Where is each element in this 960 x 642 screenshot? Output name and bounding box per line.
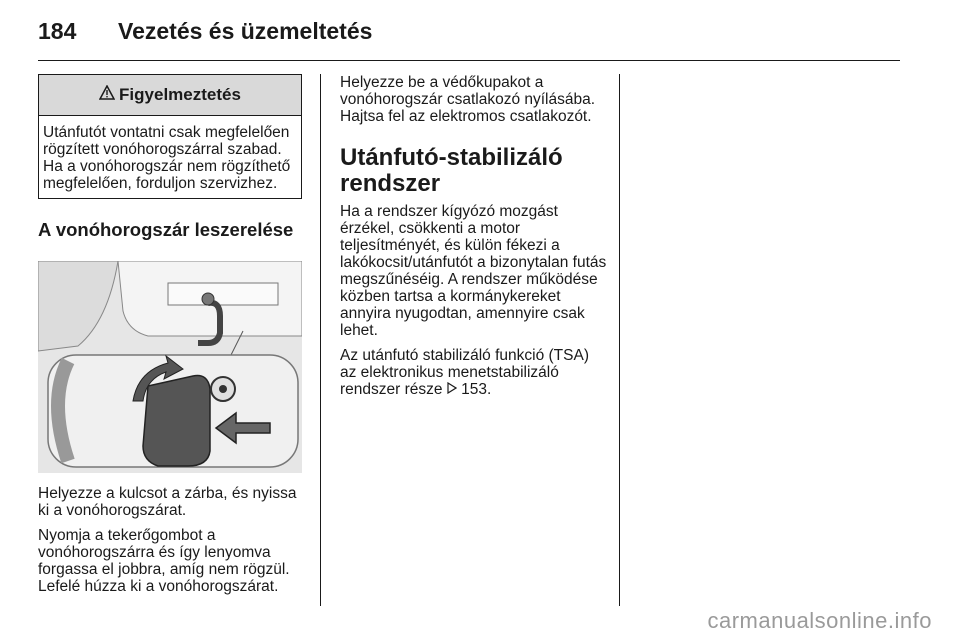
column-divider [619, 74, 620, 606]
page-reference-arrow-icon [447, 381, 461, 398]
warning-text: Utánfutót vontatni csak megfelelően rögzített vonóhorogszárral szabad. Ha a vonóhorogszár nem rögzíthető megfelelően, forduljon szervizhez. [43, 124, 291, 192]
column-left [38, 74, 302, 603]
warning-triangle-icon [99, 85, 115, 105]
tow-hook-illustration [38, 261, 302, 473]
paragraph: Helyezze a kulcsot a zárba, és nyissa ki a vonóhorogszárat. [38, 485, 297, 519]
section-heading-removal: A vonóhorogszár leszerelése [38, 219, 294, 240]
column-middle [340, 74, 608, 406]
warning-header [39, 75, 301, 116]
running-title: Vezetés és üzemeltetés [118, 18, 373, 44]
watermark: carmanualsonline.info [707, 608, 932, 633]
column-divider [320, 74, 321, 606]
paragraph [340, 347, 608, 398]
header-rule [38, 60, 900, 61]
page-reference[interactable]: 153. [461, 381, 492, 398]
paragraph-text: Az utánfutó stabilizáló funkció (TSA) az elektronikus menetstabilizáló rendszer része [340, 347, 589, 398]
paragraph: Nyomja a tekerőgombot a vonóhorogszárra és így lenyomva forgassa el jobbra, amíg nem rögzül. Lefelé húzza ki a vonóhorogszárat. [38, 527, 290, 595]
page-header [38, 18, 900, 44]
warning-title: Figyelmeztetés [119, 85, 241, 104]
warning-box [38, 74, 302, 199]
paragraph: Ha a rendszer kígyózó mozgást érzékel, csökkenti a motor teljesítményét, és külön fékezi a lakókocsit/utánfutót a bizonytalan futás megszűnéséig. A rendszer működése közben tartsa a kormánykereket annyira nyugodtan, amennyire csak lehet. [340, 203, 607, 339]
page-number: 184 [38, 18, 77, 44]
section-heading-tsa: Utánfutó-stabilizáló rendszer [340, 144, 563, 197]
paragraph: Helyezze be a védőkupakot a vonóhorogszár csatlakozó nyílásába. Hajtsa fel az elektromos csatlakozót. [340, 74, 596, 125]
